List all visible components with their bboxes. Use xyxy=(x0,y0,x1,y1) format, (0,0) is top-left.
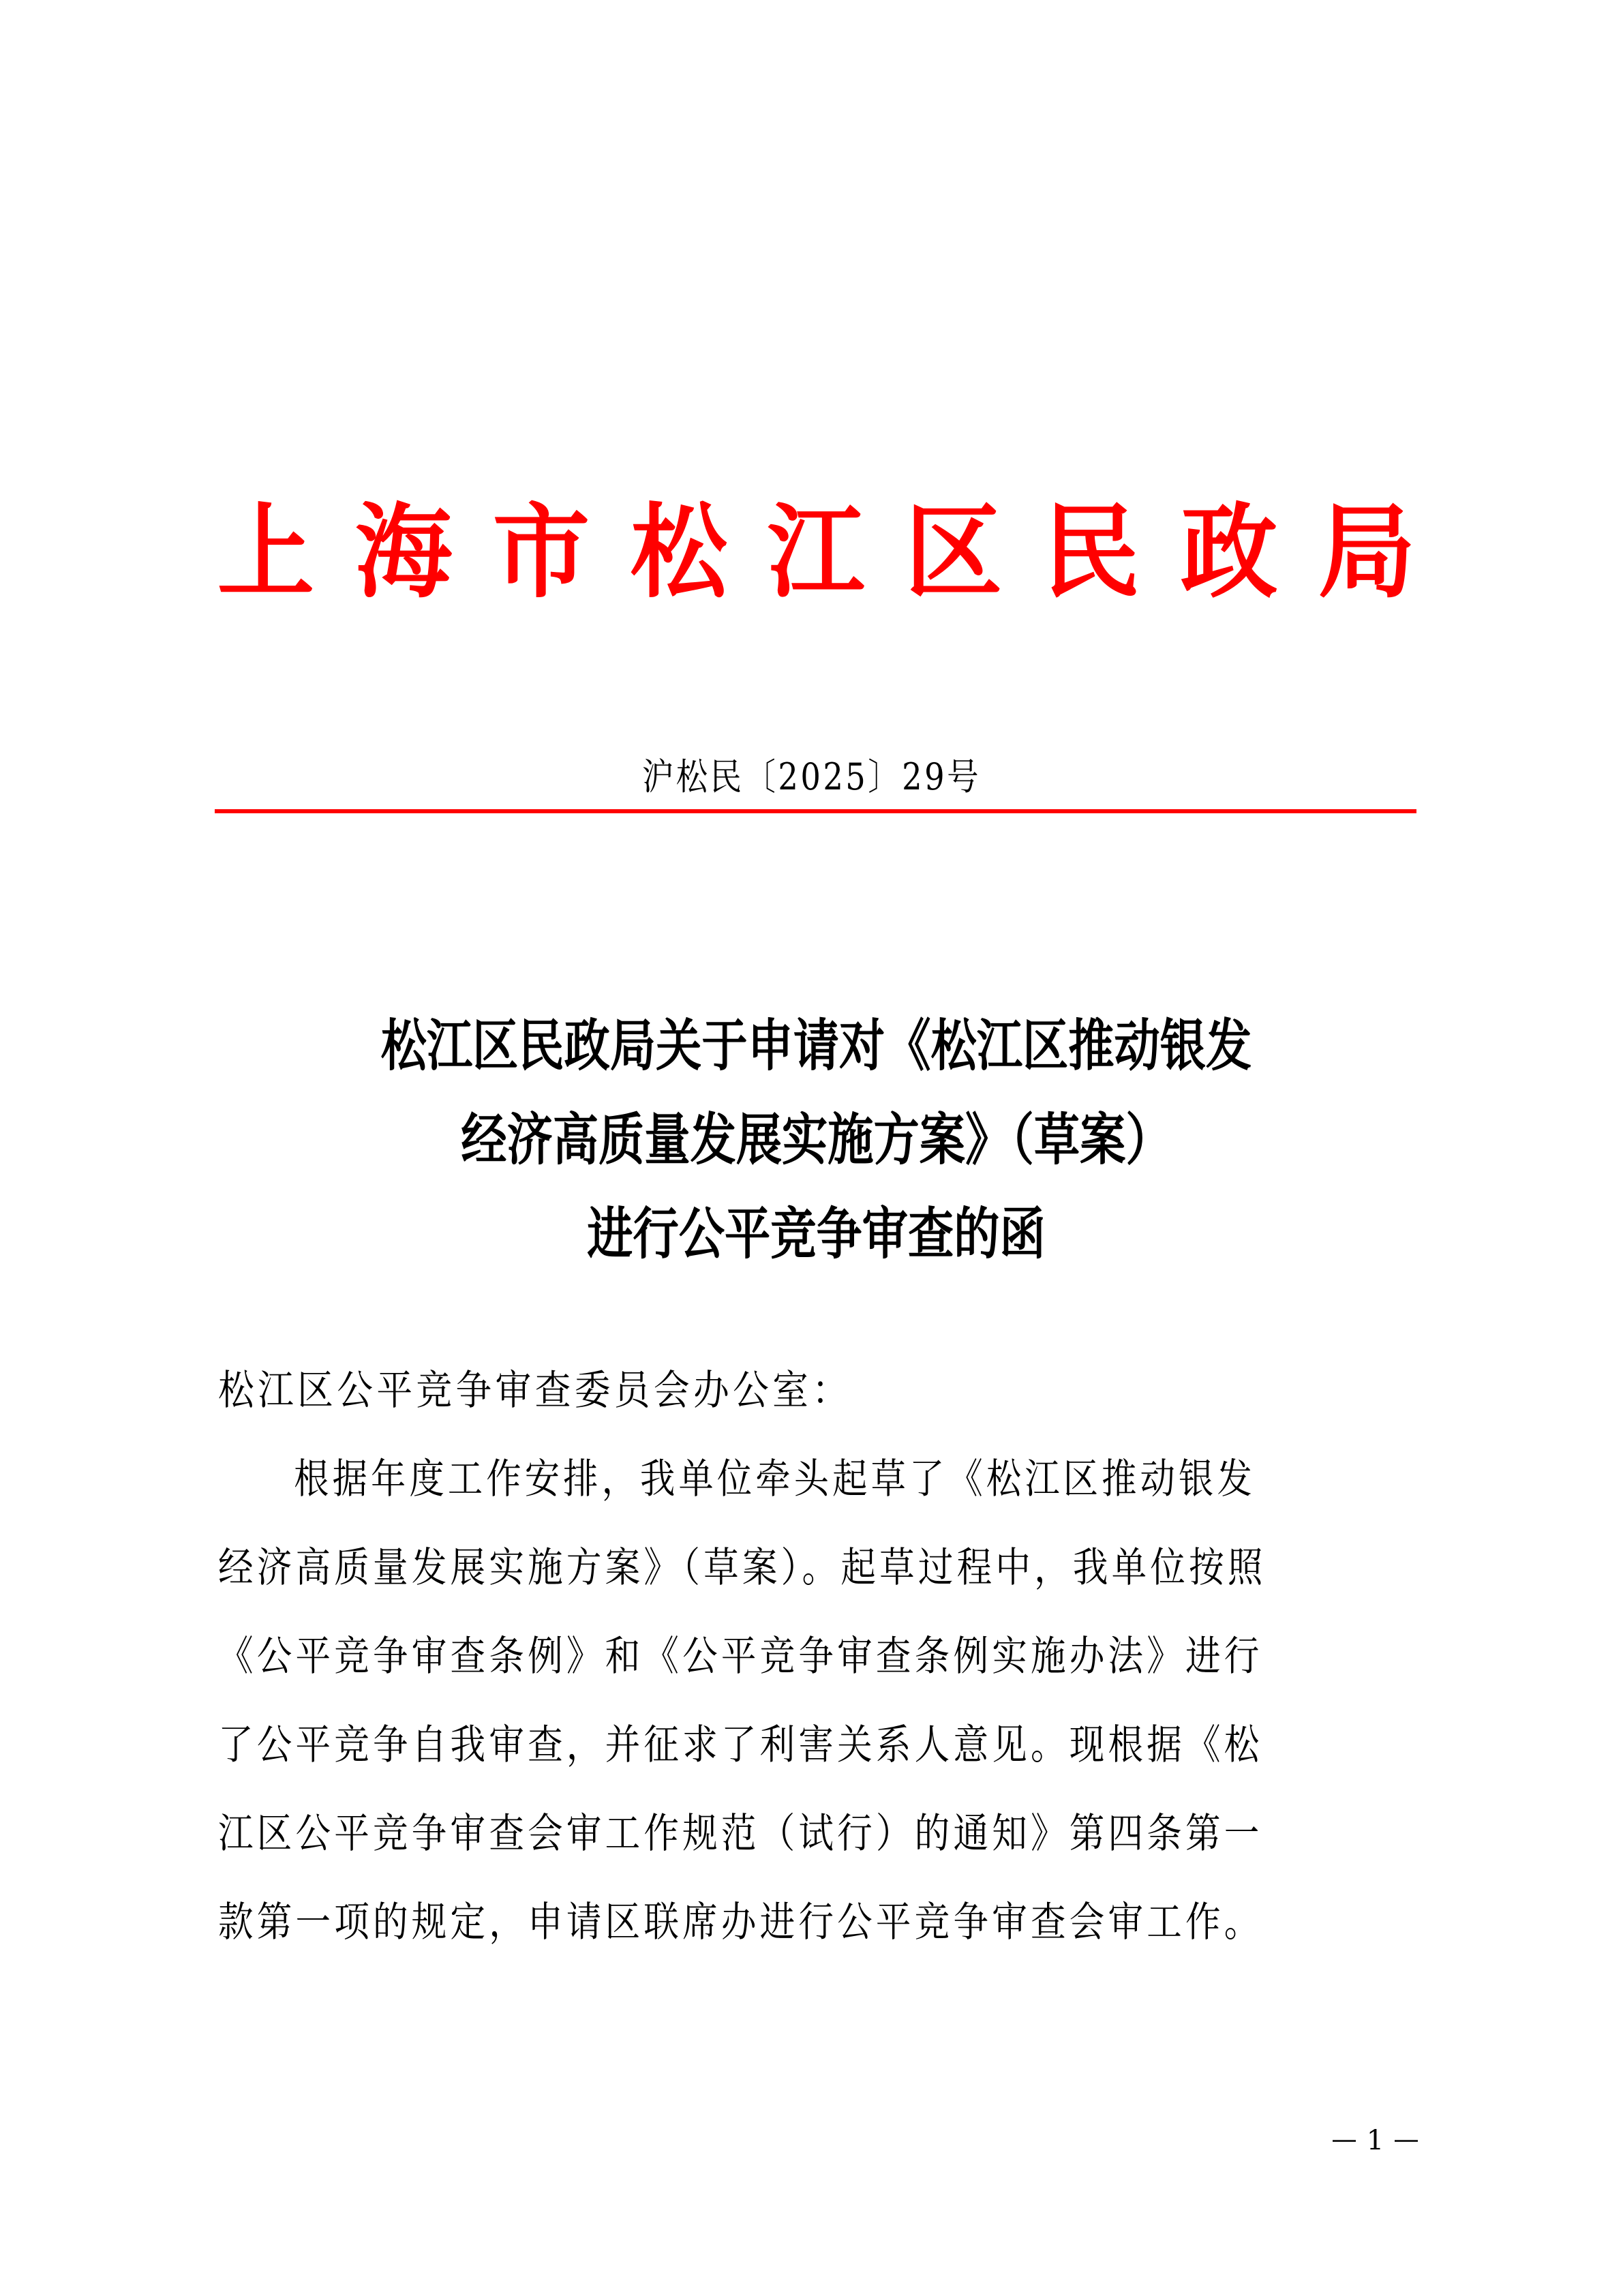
title-line: 进行公平竞争审查的函 xyxy=(587,1201,1046,1267)
addressee: 松江区公平竞争审查委员会办公室： xyxy=(218,1367,852,1415)
page-dash-left xyxy=(1333,2140,1356,2142)
page-number-value: 1 xyxy=(1366,2125,1384,2156)
document-number: 沪松民〔2025〕29号 xyxy=(641,755,982,798)
body-line: 了公平竞争自我审查，并征求了利害关系人意见。现根据《松 xyxy=(218,1721,1263,1769)
body-line: 《公平竞争审查条例》和《公平竞争审查条例实施办法》进行 xyxy=(218,1633,1263,1680)
page-number xyxy=(1333,2124,1418,2158)
title-line: 松江区民政局关于申请对《松江区推动银发 xyxy=(380,1013,1252,1078)
page-dash-right xyxy=(1395,2140,1418,2142)
document-title xyxy=(215,999,1418,1281)
header-char: 民 xyxy=(1042,492,1140,612)
header-char: 上 xyxy=(217,492,315,612)
body-line: 款第一项的规定，申请区联席办进行公平竞争审查会审工作。 xyxy=(218,1899,1263,1946)
body-line: 根据年度工作安排，我单位牵头起草了《松江区推动银发 xyxy=(294,1455,1256,1503)
body-line: 江区公平竞争审查会审工作规范（试行）的通知》第四条第一 xyxy=(218,1810,1263,1858)
organization-header xyxy=(215,491,1418,614)
header-char: 局 xyxy=(1318,492,1416,612)
header-char: 江 xyxy=(768,492,865,612)
header-char: 市 xyxy=(492,492,590,612)
title-line: 经济高质量发展实施方案》（草案） xyxy=(461,1107,1172,1173)
header-char: 政 xyxy=(1180,492,1278,612)
body-paragraph xyxy=(218,1452,1418,1984)
header-char: 海 xyxy=(354,492,453,612)
body-line: 经济高质量发展实施方案》（草案）。起草过程中，我单位按照 xyxy=(218,1544,1266,1592)
red-divider-rule xyxy=(215,809,1416,813)
header-char: 松 xyxy=(630,492,727,612)
header-char: 区 xyxy=(905,492,1003,612)
